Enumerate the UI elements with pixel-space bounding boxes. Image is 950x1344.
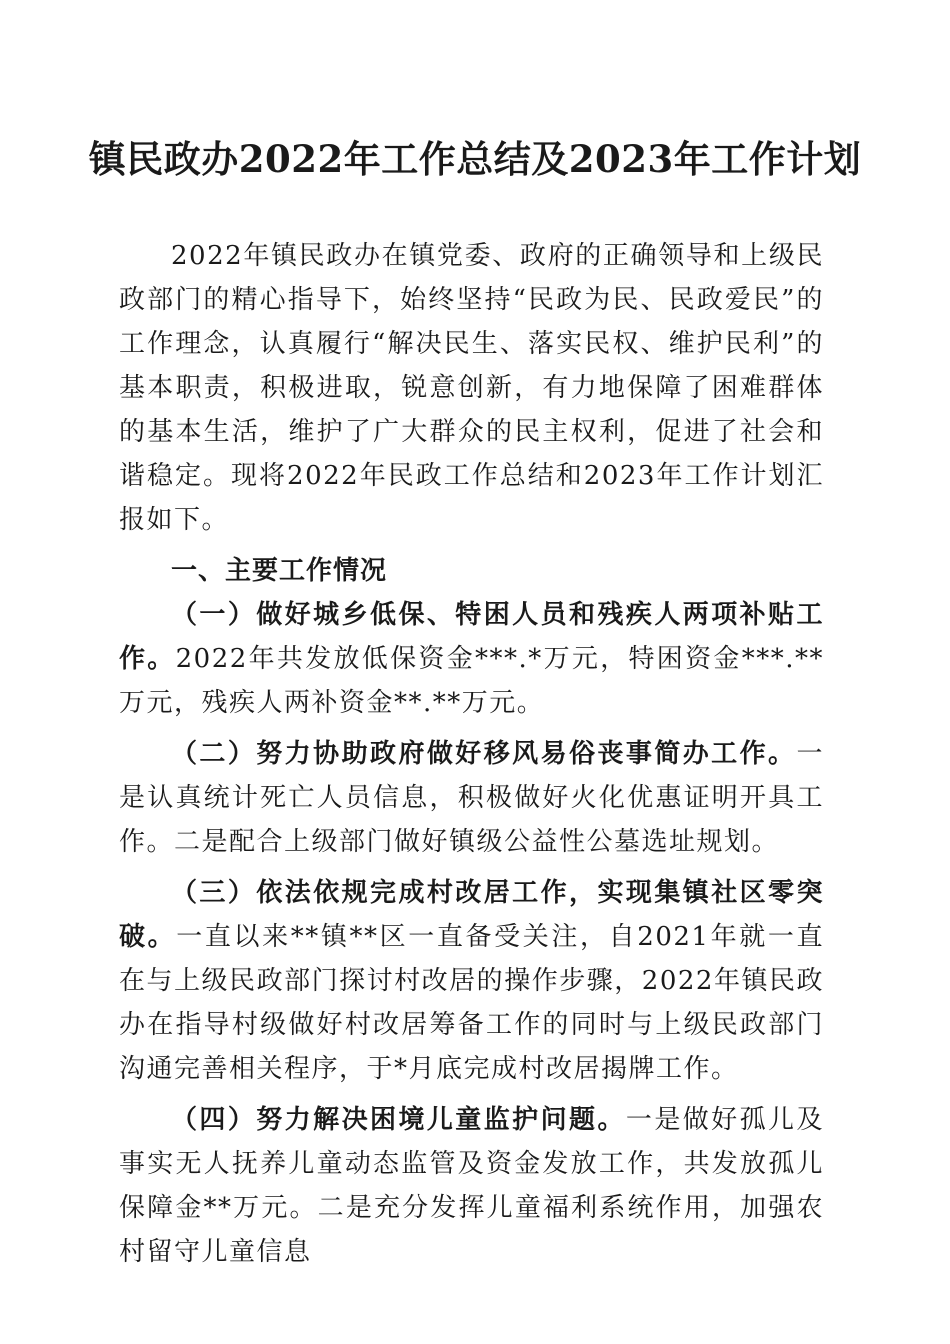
item-lead-1: （一）做好城乡低保、特困人员和残疾人两项补贴工作。 bbox=[119, 600, 824, 674]
item-paragraph-4 bbox=[119, 1098, 824, 1274]
section-heading: 一、主要工作情况 bbox=[171, 556, 388, 586]
item-lead-3: （三）依法依规完成村改居工作，实现集镇社区零突破。 bbox=[119, 878, 824, 952]
item-lead-2: （二）努力协助政府做好移风易俗丧事简办工作。 bbox=[171, 739, 797, 769]
document-body bbox=[119, 234, 824, 1274]
item-text-2: 一是认真统计死亡人员信息，积极做好火化优惠证明开具工作。二是配合上级部门做好镇级公益性公墓选址规划。 bbox=[119, 739, 824, 857]
item-text-1: 2022年共发放低保资金***.*万元，特困资金***.**万元，残疾人两补资金**.**万元。 bbox=[119, 644, 824, 718]
item-lead-4: （四）努力解决困境儿童监护问题。 bbox=[171, 1105, 626, 1135]
intro-paragraph: 2022年镇民政办在镇党委、政府的正确领导和上级民政部门的精心指导下，始终坚持“民政为民、民政爱民”的工作理念，认真履行“解决民生、落实民权、维护民利”的基本职责，积极进取，锐意创新，有力地保障了困难群体的基本生活，维护了广大群众的民主权利，促进了社会和谐稳定。现将2022年民政工作总结和2023年工作计划汇报如下。 bbox=[119, 241, 824, 535]
item-paragraph-2 bbox=[119, 732, 824, 864]
item-text-3: 一直以来**镇**区一直备受关注，自2021年就一直在与上级民政部门探讨村改居的操作步骤，2022年镇民政办在指导村级做好村改居筹备工作的同时与上级民政部门沟通完善相关程序，于*月底完成村改居揭牌工作。 bbox=[119, 922, 824, 1084]
page-title: 镇民政办2022年工作总结及2023年工作计划 bbox=[88, 137, 862, 181]
item-text-4: 一是做好孤儿及事实无人抚养儿童动态监管及资金发放工作，共发放孤儿保障金**万元。二是充分发挥儿童福利系统作用，加强农村留守儿童信息 bbox=[119, 1105, 824, 1267]
item-paragraph-3 bbox=[119, 871, 824, 1091]
item-paragraph-1 bbox=[119, 593, 824, 725]
